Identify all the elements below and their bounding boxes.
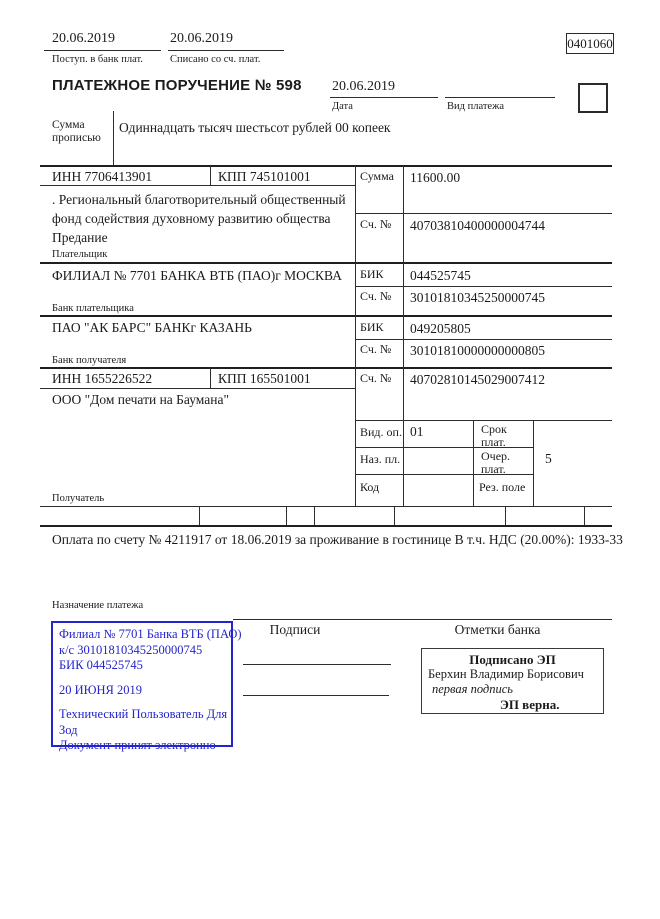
- payment-kind-label: Вид платежа: [447, 101, 505, 112]
- esig-verified-note: ЭП верна.: [500, 697, 560, 712]
- purpose-code-label: Наз. пл.: [360, 452, 401, 466]
- spacer: [59, 698, 225, 707]
- payer-bank-account-value: 30101810345250000745: [410, 290, 545, 305]
- divider: [40, 367, 612, 369]
- esig-title: Подписано ЭП: [469, 652, 556, 667]
- stamp-corr-account: к/с 30101810345250000745: [59, 642, 203, 657]
- payer-name: . Региональный благотворительный общественный фонд содействия духовному развитию общества Предание: [52, 192, 346, 245]
- debited-from-account-date: 20.06.2019: [170, 31, 233, 46]
- divider: [355, 213, 612, 214]
- divider: [445, 97, 555, 98]
- divider: [233, 619, 612, 620]
- signature-line: [243, 664, 391, 665]
- payee-bank-bik-label: БИК: [360, 320, 384, 334]
- stamp-date: 20 ИЮНЯ 2019: [59, 682, 142, 697]
- payee-label: Получатель: [52, 493, 105, 504]
- bank-marks-label: Отметки банка: [454, 622, 541, 637]
- divider: [533, 420, 534, 506]
- sum-value: 11600.00: [410, 170, 461, 185]
- divider: [355, 339, 612, 340]
- payer-account-value: 40703810400000004744: [410, 218, 545, 233]
- divider: [286, 506, 287, 525]
- payer-bank-bik-label: БИК: [360, 267, 384, 281]
- divider: [505, 506, 506, 525]
- payee-account-value: 40702810145029007412: [410, 372, 545, 387]
- stamp-user-line2: Зод: [59, 722, 78, 737]
- payer-bank-label: Банк плательщика: [52, 303, 134, 314]
- divider: [40, 388, 356, 389]
- stamp-accepted-note: Документ принят электронно: [59, 738, 216, 752]
- debited-from-account-label: Списано со сч. плат.: [170, 54, 261, 65]
- amount-in-words-value: Одиннадцать тысяч шестьсот рублей 00 копеек: [119, 120, 391, 135]
- payee-bank-account-label: Сч. №: [360, 342, 392, 356]
- divider: [199, 506, 200, 525]
- divider: [40, 165, 612, 167]
- document-title: ПЛАТЕЖНОЕ ПОРУЧЕНИЕ № 598: [52, 77, 302, 94]
- payee-bank-label: Банк получателя: [52, 355, 127, 366]
- esig-signer-name: Берхин Владимир Борисович: [428, 667, 584, 681]
- divider: [473, 420, 474, 506]
- payer-kpp: КПП 745101001: [218, 169, 311, 184]
- payer-inn: ИНН 7706413901: [52, 169, 153, 184]
- signatures-label: Подписи: [269, 622, 321, 637]
- sum-label: Сумма: [360, 169, 394, 183]
- op-kind-label: Вид. оп.: [360, 425, 402, 439]
- payee-inn: ИНН 1655226522: [52, 371, 153, 386]
- payee-bank-bik-value: 049205805: [410, 321, 471, 336]
- priority-value: 5: [545, 451, 552, 466]
- payee-bank-name: ПАО "АК БАРС" БАНКг КАЗАНЬ: [52, 320, 252, 335]
- signature-line: [243, 695, 389, 696]
- amount-in-words-label: Сумма прописью: [52, 119, 101, 144]
- received-in-bank-label: Поступ. в банк плат.: [52, 54, 143, 65]
- divider: [168, 50, 284, 51]
- payer-bank-bik-value: 044525745: [410, 268, 471, 283]
- esig-signature-kind: первая подпись: [432, 682, 513, 696]
- stamp-bik: БИК 044525745: [59, 658, 143, 672]
- payee-kpp: КПП 165501001: [218, 371, 311, 386]
- payer-bank-name: ФИЛИАЛ № 7701 БАНКА ВТБ (ПАО)г МОСКВА: [52, 268, 342, 283]
- divider: [403, 165, 404, 506]
- document-date: 20.06.2019: [332, 79, 395, 94]
- payment-kind-box: [578, 83, 608, 113]
- due-date-label: Срок плат.: [481, 422, 507, 450]
- divider: [40, 506, 612, 507]
- code-label: Код: [360, 480, 380, 494]
- bank-ink-stamp: [51, 621, 242, 752]
- divider: [355, 420, 612, 421]
- divider: [40, 525, 612, 527]
- payee-bank-account-value: 30101810000000000805: [410, 343, 545, 358]
- payer-bank-account-label: Сч. №: [360, 289, 392, 303]
- divider: [314, 506, 315, 525]
- date-label: Дата: [332, 101, 353, 112]
- divider: [44, 50, 161, 51]
- received-in-bank-date: 20.06.2019: [52, 31, 115, 46]
- payee-name: ООО "Дом печати на Баумана": [52, 392, 229, 407]
- divider: [210, 367, 211, 388]
- divider: [40, 262, 612, 264]
- divider: [394, 506, 395, 525]
- reserve-field-label: Рез. поле: [479, 480, 526, 494]
- stamp-user-line1: Технический Пользователь Для: [59, 707, 228, 721]
- electronic-signature-stamp: [421, 648, 604, 714]
- divider: [330, 97, 438, 98]
- payer-label: Плательщик: [52, 249, 108, 260]
- priority-label: Очер. плат.: [481, 449, 511, 477]
- divider: [113, 111, 114, 165]
- payment-purpose-text: Оплата по счету № 4211917 от 18.06.2019 за проживание в гостинице В т.ч. НДС (20.00%): 1933-33: [52, 532, 623, 547]
- op-kind-value: 01: [410, 424, 424, 439]
- payer-account-label: Сч. №: [360, 217, 392, 231]
- divider: [210, 165, 211, 185]
- payment-purpose-label: Назначение платежа: [52, 600, 144, 611]
- spacer: [59, 674, 225, 683]
- divider: [355, 286, 612, 287]
- divider: [584, 506, 585, 525]
- stamp-bank-name: Филиал № 7701 Банка ВТБ (ПАО): [59, 627, 242, 641]
- divider: [40, 315, 612, 317]
- payee-account-label: Сч. №: [360, 371, 392, 385]
- form-code-box: 0401060: [566, 33, 614, 54]
